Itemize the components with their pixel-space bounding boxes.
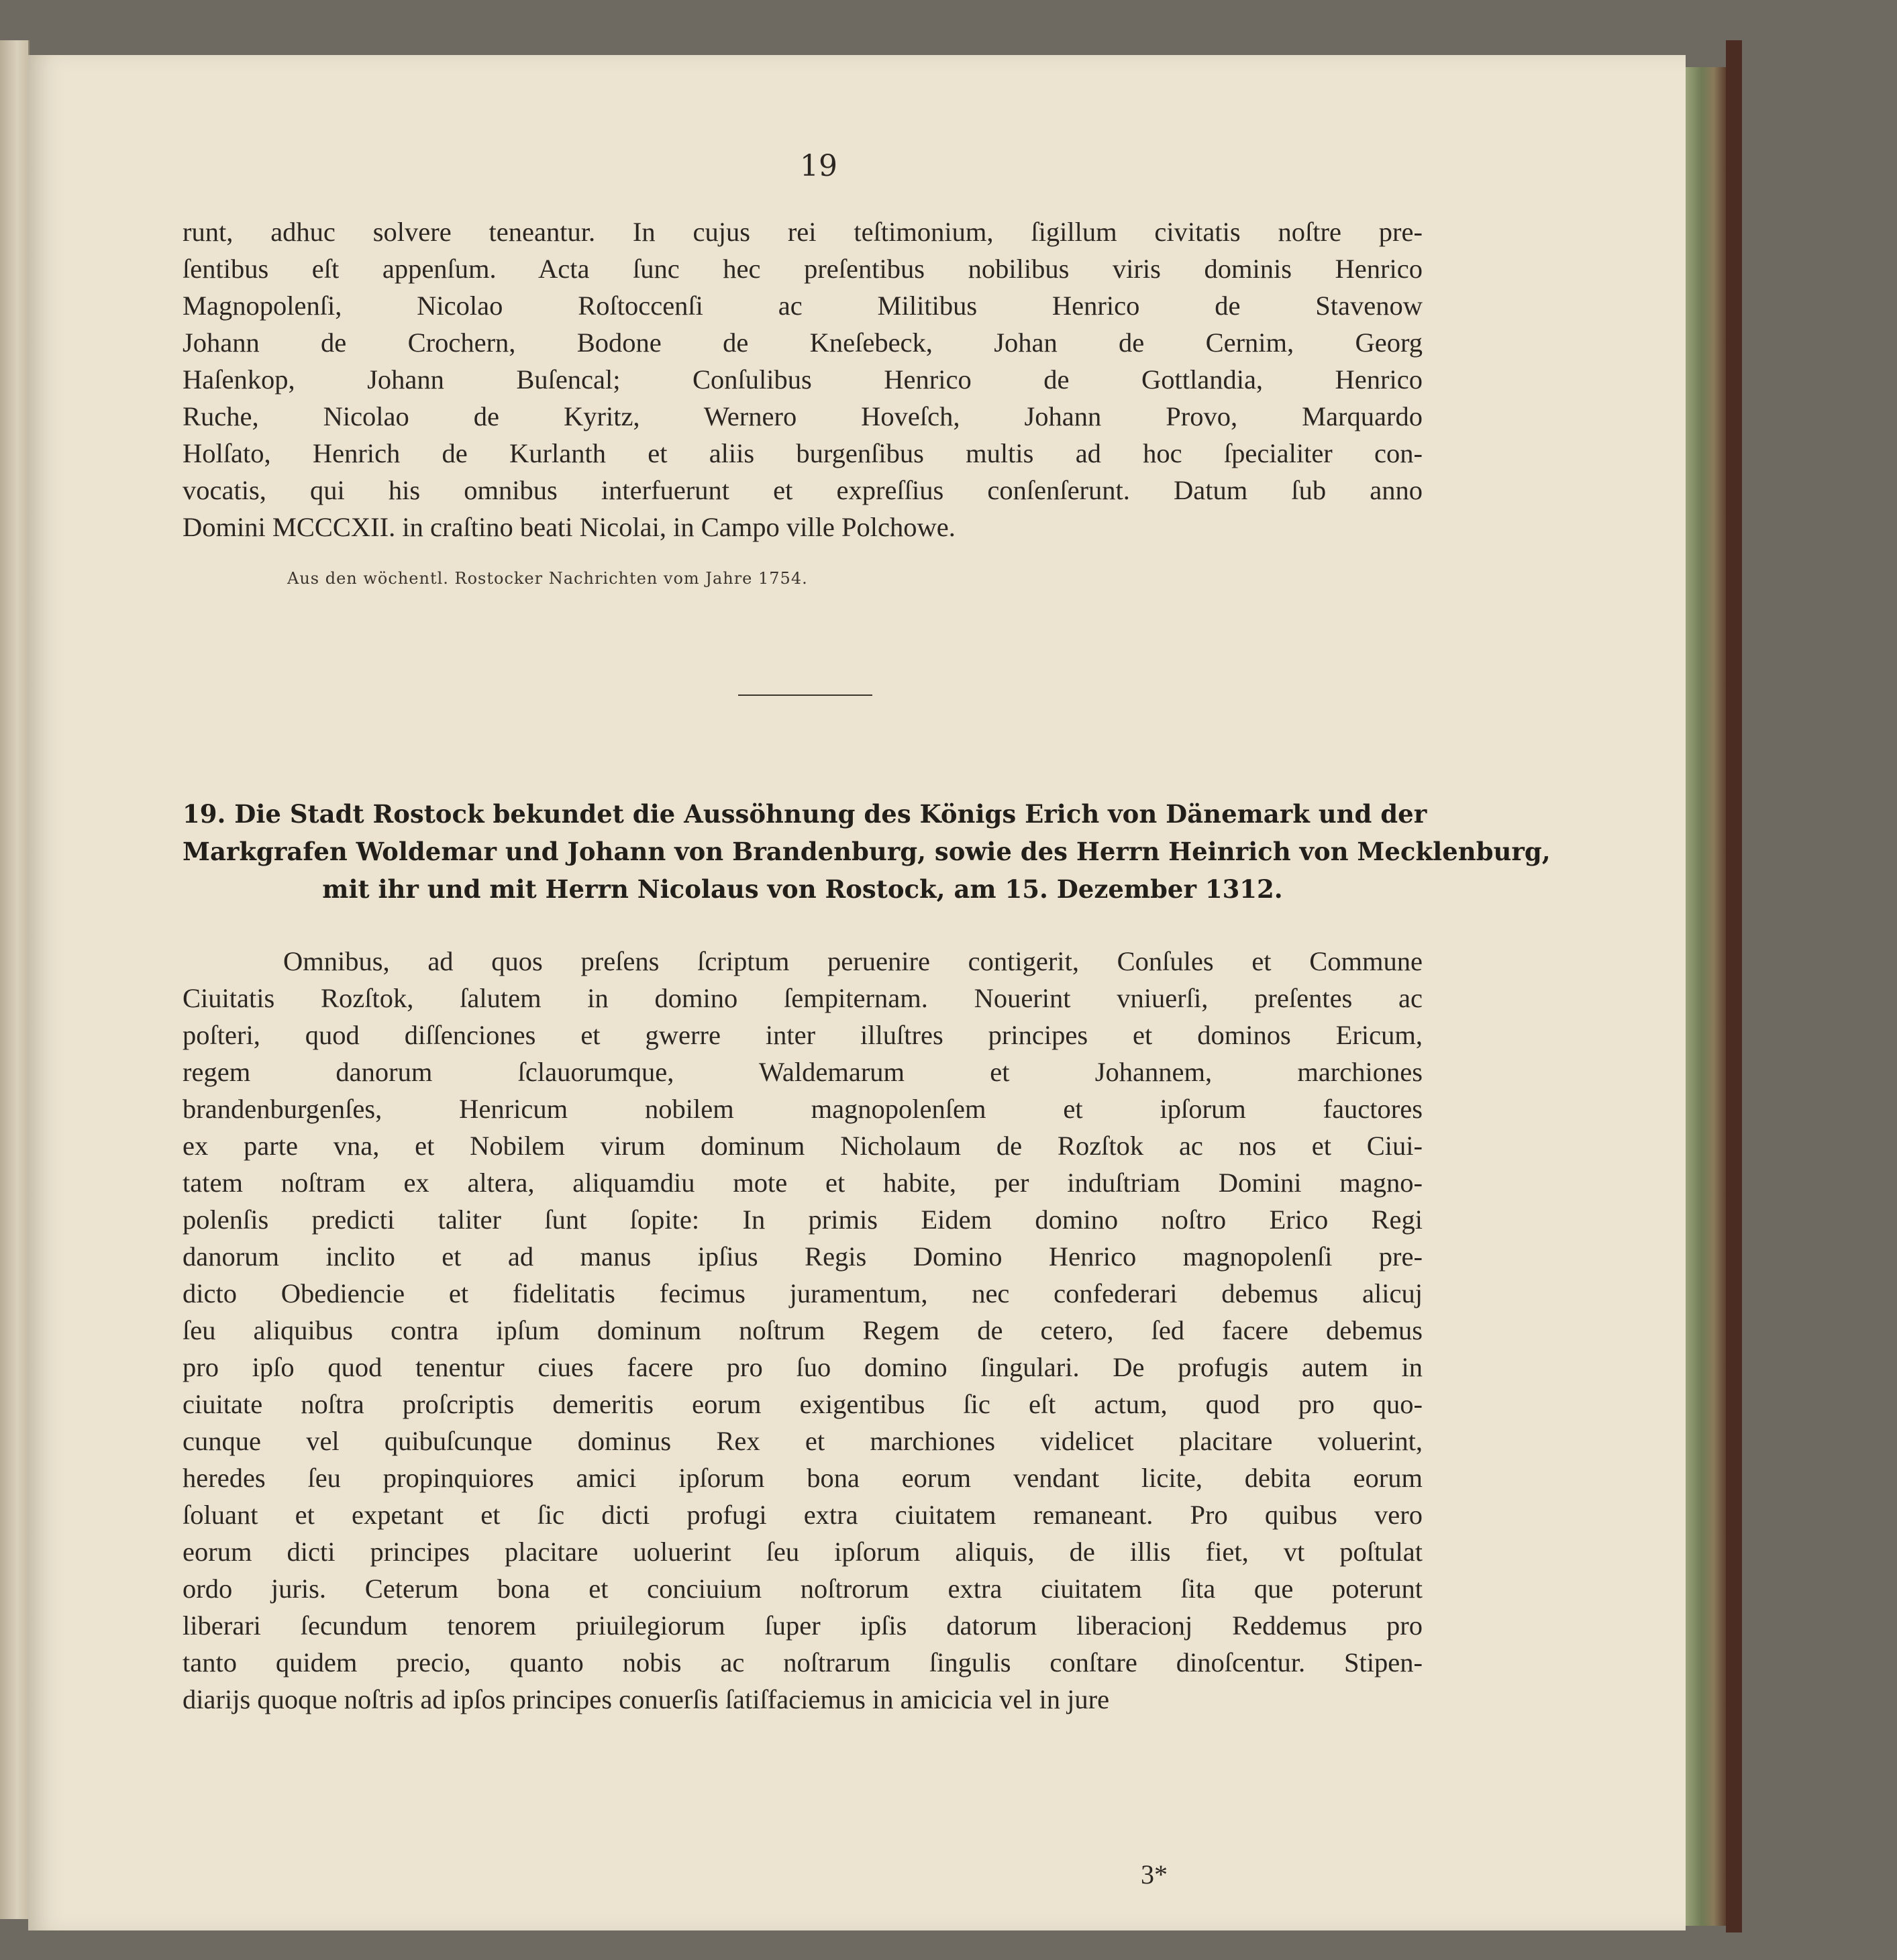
text-line: Domini MCCCXII. in craſtino beati Nicolai, in Campo ville Polchowe. (183, 512, 956, 542)
heading-line: Markgrafen Woldemar und Johann von Brandenburg, sowie des Herrn Heinrich von Mecklenburg, (183, 837, 1551, 866)
book-cover-edge (1726, 40, 1742, 1932)
text-line: tatem noſtram ex altera, aliquamdiu mote et habite, per induſtriam Domini magno- (183, 1168, 1423, 1198)
source-note: Aus den wöchentl. Rostocker Nachrichten vom Jahre 1754. (287, 569, 808, 588)
text-line: ciuitate noſtra proſcriptis demeritis eorum exigentibus ſic eſt actum, quod pro quo- (183, 1389, 1423, 1419)
text-line: Ruche, Nicolao de Kyritz, Wernero Hoveſch, Johann Provo, Marquardo (183, 401, 1423, 431)
text-line: pro ipſo quod tenentur ciues facere pro ſuo domino ſingulari. De profugis autem in (183, 1352, 1423, 1382)
text-line: ſeu aliquibus contra ipſum dominum noſtrum Regem de cetero, ſed facere debemus (183, 1315, 1423, 1345)
heading-line: 19. Die Stadt Rostock bekundet die Aussöhnung des Königs Erich von Dänemark und der (183, 799, 1427, 829)
heading-line: mit ihr und mit Herrn Nicolaus von Rostock, am 15. Dezember 1312. (322, 874, 1283, 904)
text-line: ſentibus eſt appenſum. Acta ſunc hec preſentibus nobilibus viris dominis Henrico (183, 254, 1423, 284)
top-text-block (183, 213, 1423, 546)
text-line: Haſenkop, Johann Buſencal; Conſulibus Henrico de Gottlandia, Henrico (183, 364, 1423, 395)
text-line: Magnopolenſi, Nicolao Roſtoccenſi ac Militibus Henrico de Stavenow (183, 291, 1423, 321)
text-line: runt, adhuc solvere teneantur. In cujus rei teſtimonium, ſigillum civitatis noſtre pre- (183, 217, 1423, 247)
section-rule (738, 694, 872, 696)
text-line: liberari ſecundum tenorem priuilegiorum ſuper ipſis datorum liberacionj Reddemus pro (183, 1610, 1423, 1641)
text-line: dicto Obediencie et fidelitatis fecimus juramentum, nec confederari debemus alicuj (183, 1278, 1423, 1308)
text-line: vocatis, qui his omnibus interfuerunt et expreſſius conſenſerunt. Datum ſub anno (183, 475, 1423, 505)
page-number: 19 (800, 149, 837, 183)
book-edge (1686, 67, 1726, 1926)
text-line: tanto quidem precio, quanto nobis ac noſtrarum ſingulis conſtare dinoſcentur. Stipen- (183, 1647, 1423, 1678)
text-line: regem danorum ſclauorumque, Waldemarum et Johannem, marchiones (183, 1057, 1423, 1087)
text-line: danorum inclito et ad manus ipſius Regis Domino Henrico magnopolenſi pre- (183, 1241, 1423, 1272)
text-line: Johann de Crochern, Bodone de Kneſebeck, Johan de Cernim, Georg (183, 327, 1423, 358)
text-line: polenſis predicti taliter ſunt ſopite: In primis Eidem domino noſtro Erico Regi (183, 1204, 1423, 1235)
text-line: eorum dicti principes placitare uoluerint ſeu ipſorum aliquis, de illis fiet, vt poſtulat (183, 1537, 1423, 1567)
body-text-block (183, 943, 1423, 1718)
facing-page-edge (0, 40, 30, 1919)
text-line: poſteri, quod diſſenciones et gwerre inter illuſtres principes et dominos Ericum, (183, 1020, 1423, 1050)
catchword: 3* (1141, 1859, 1168, 1890)
text-line: heredes ſeu propinquiores amici ipſorum bona eorum vendant licite, debita eorum (183, 1463, 1423, 1493)
document-heading (183, 795, 1551, 908)
text-line: Holſato, Henrich de Kurlanth et aliis burgenſibus multis ad hoc ſpecialiter con- (183, 438, 1423, 468)
text-line: brandenburgenſes, Henricum nobilem magnopolenſem et ipſorum fauctores (183, 1094, 1423, 1124)
text-line: cunque vel quibuſcunque dominus Rex et marchiones videlicet placitare voluerint, (183, 1426, 1423, 1456)
text-line: ordo juris. Ceterum bona et conciuium noſtrorum extra ciuitatem ſita que poterunt (183, 1574, 1423, 1604)
text-line: Ciuitatis Rozſtok, ſalutem in domino ſempiternam. Nouerint vniuerſi, preſentes ac (183, 983, 1423, 1013)
text-line: ſoluant et expetant et ſic dicti profugi extra ciuitatem remaneant. Pro quibus vero (183, 1500, 1423, 1530)
text-line: diarijs quoque noſtris ad ipſos principes conuerſis ſatiſfaciemus in amicicia vel in jure (183, 1684, 1110, 1714)
text-line: ex parte vna, et Nobilem virum dominum Nicholaum de Rozſtok ac nos et Ciui- (183, 1131, 1423, 1161)
text-line: Omnibus, ad quos preſens ſcriptum peruenire contigerit, Conſules et Commune (283, 946, 1423, 976)
